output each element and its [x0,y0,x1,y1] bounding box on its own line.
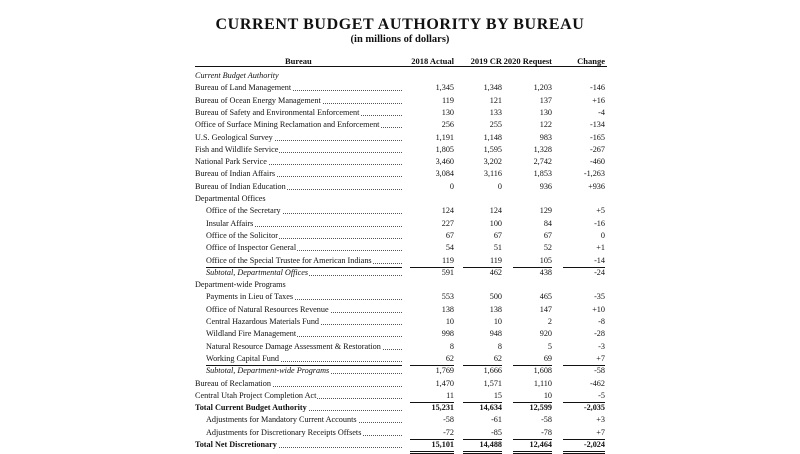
row-label [195,70,402,81]
row-label-text: Payments in Lieu of Taxes [206,292,294,302]
table-row [195,414,610,425]
document-title: CURRENT BUDGET AUTHORITY BY BUREAU [215,16,585,33]
row-label-text: Office of Inspector General [206,243,297,253]
table-row [195,230,610,241]
row-label [195,156,402,167]
cell-change: -2,035 [583,403,605,413]
cell-actual-2018: 227 [441,218,454,228]
row-label [206,304,402,315]
cell-request-2020: 52 [543,243,552,253]
table-row [195,255,610,266]
cell-cr-2019: -85 [491,427,502,437]
cell-actual-2018: 119 [442,255,454,265]
row-label [195,82,402,93]
double-rule [463,451,502,452]
sum-rule [410,267,454,268]
cell-actual-2018: 67 [445,230,454,240]
row-label-text: Adjustments for Discretionary Receipts Offsets [206,427,362,437]
cell-request-2020: -58 [541,415,552,425]
row-label-text: Wildland Fire Management [206,329,297,339]
row-label [206,414,402,425]
cell-request-2020: 920 [539,329,552,339]
cell-cr-2019: 8 [497,341,502,351]
row-label-text: Bureau of Safety and Environmental Enforcement [195,107,360,117]
cell-request-2020: 465 [539,292,552,302]
cell-actual-2018: 1,345 [435,83,454,93]
table-row [195,144,610,155]
row-label-text: Subtotal, Department-wide Programs [206,366,330,376]
sum-rule [463,402,502,403]
row-label-text: Department-wide Programs [195,280,286,290]
cell-actual-2018: 1,191 [435,132,454,142]
row-label [206,230,402,241]
table-row [195,316,610,327]
group-heading-row [195,193,610,204]
cell-request-2020: 137 [539,95,552,105]
cell-change: +16 [592,95,605,105]
table-row [195,218,610,229]
cell-cr-2019: 1,348 [483,83,502,93]
row-label-text: Office of Surface Mining Reclamation and Enforcement [195,120,380,130]
column-header-change: Change [577,56,605,66]
group-heading-row [195,279,610,290]
row-label-text: Bureau of Indian Affairs [195,169,276,179]
cell-cr-2019: 462 [489,267,502,277]
cell-cr-2019: 15 [493,390,502,400]
cell-cr-2019: 100 [489,218,502,228]
row-label-text: Office of the Secretary [206,206,281,216]
cell-change: -2,024 [583,440,605,449]
cell-actual-2018: 591 [441,267,454,277]
cell-change: -146 [589,83,605,93]
table-row [195,378,610,389]
cell-change: +7 [596,353,605,363]
row-label [206,255,402,266]
cell-change: -14 [594,255,605,265]
cell-actual-2018: 10 [445,317,454,326]
sum-rule [410,365,454,366]
table-row [195,328,610,339]
table-row [195,168,610,179]
row-label-text: Current Budget Authority [195,71,279,80]
cell-actual-2018: 998 [441,329,454,339]
double-rule [410,451,454,452]
row-label-text: Natural Resource Damage Assessment & Restoration [206,341,381,351]
cell-request-2020: 1,110 [533,378,552,388]
sum-rule [563,365,605,366]
row-label [195,402,402,413]
cell-change: -4 [598,107,605,117]
cell-change: +1 [596,243,605,253]
row-label [206,365,402,376]
row-label [206,267,402,278]
column-header-2018-actual: 2018 Actual [411,56,454,66]
cell-cr-2019: 121 [489,95,502,105]
cell-cr-2019: 14,634 [479,403,502,413]
cell-actual-2018: 11 [446,390,454,400]
cell-cr-2019: 138 [489,304,502,314]
cell-actual-2018: 15,101 [431,440,454,449]
subtotal-row [195,267,610,278]
row-label [195,95,402,106]
table-row [195,390,610,401]
header-rule [195,66,607,67]
table-row [195,95,610,106]
cell-cr-2019: -61 [491,415,502,425]
table-row [195,304,610,315]
table-row [195,181,610,192]
double-rule [563,451,605,452]
row-label-text: Office of the Solicitor [206,230,278,240]
row-label [206,242,402,253]
table-row [195,242,610,253]
row-label [195,378,402,389]
table-row [195,205,610,216]
cell-cr-2019: 1,666 [483,366,502,376]
sum-rule [513,402,552,403]
cell-change: -24 [594,267,605,277]
sum-rule [410,402,454,403]
table-row [195,427,610,438]
cell-request-2020: 936 [539,181,552,191]
cell-request-2020: 2,742 [533,157,552,167]
row-label [206,328,402,339]
cell-actual-2018: 138 [441,304,454,314]
row-label-text: Adjustments for Mandatory Current Accounts [206,415,357,425]
column-header-2020-request: 2020 Request [503,56,552,66]
sum-rule [463,267,502,268]
sum-rule [463,365,502,366]
cell-change: -8 [598,317,605,326]
double-rule [513,451,552,452]
cell-change: -267 [589,144,605,154]
cell-cr-2019: 67 [493,230,502,240]
row-label-text: U.S. Geological Survey [195,132,273,142]
row-label-text: National Park Service [195,157,267,167]
cell-actual-2018: 553 [441,292,454,302]
cell-cr-2019: 948 [489,329,502,339]
column-header-bureau: Bureau [285,56,312,66]
row-label [195,144,402,155]
cell-change: -462 [589,378,605,388]
cell-change: +10 [592,304,605,314]
sum-rule [563,402,605,403]
cell-cr-2019: 14,488 [479,440,502,449]
table-row [195,82,610,93]
cell-request-2020: 12,599 [529,403,552,413]
row-label-text: Bureau of Land Management [195,83,292,93]
row-label [195,181,402,192]
cell-request-2020: 129 [539,206,552,216]
row-label [195,119,402,130]
cell-request-2020: 5 [547,341,552,351]
cell-change: -16 [594,218,605,228]
row-label-text: Bureau of Reclamation [195,378,271,388]
sum-rule [563,267,605,268]
cell-change: 0 [600,230,605,240]
cell-request-2020: 983 [539,132,552,142]
row-label-text: Office of Natural Resources Revenue [206,304,329,314]
cell-actual-2018: 1,470 [435,378,454,388]
document-subtitle: (in millions of dollars) [350,34,450,45]
cell-request-2020: 1,853 [533,169,552,179]
cell-request-2020: 1,203 [533,83,552,93]
cell-request-2020: 2 [547,317,552,326]
cell-change: +936 [588,181,605,191]
row-label [195,390,402,401]
cell-change: -35 [594,292,605,302]
cell-request-2020: 122 [539,120,552,130]
cell-actual-2018: 3,084 [435,169,454,179]
cell-actual-2018: 119 [442,95,454,105]
table-row [195,353,610,364]
row-label [206,316,402,327]
row-label-text: Total Net Discretionary [195,440,277,449]
cell-cr-2019: 255 [489,120,502,130]
cell-change: -460 [589,157,605,167]
sum-rule [513,267,552,268]
row-label [206,205,402,216]
cell-actual-2018: 15,231 [431,403,454,413]
row-label-text: Total Current Budget Authority [195,403,307,413]
cell-actual-2018: 8 [449,341,454,351]
cell-cr-2019: 3,202 [483,157,502,167]
cell-change: -1,263 [583,169,605,179]
cell-actual-2018: 62 [445,353,454,363]
cell-request-2020: 12,464 [529,440,552,449]
row-label-text: Bureau of Ocean Energy Management [195,95,321,105]
table-row [195,341,610,352]
cell-change: -5 [598,390,605,400]
table-row [195,107,610,118]
subtotal-row [195,365,610,376]
sum-rule [513,365,552,366]
cell-actual-2018: 130 [441,107,454,117]
row-label [195,279,402,290]
row-label [195,439,402,450]
cell-cr-2019: 1,571 [483,378,502,388]
cell-change: -134 [589,120,605,130]
table-row [195,119,610,130]
cell-cr-2019: 3,116 [483,169,502,179]
row-label-text: Working Capital Fund [206,353,280,363]
row-label [195,168,402,179]
row-label-text: Central Utah Project Completion Act [195,390,317,400]
cell-cr-2019: 51 [493,243,502,253]
cell-request-2020: 105 [539,255,552,265]
cell-change: +3 [596,415,605,425]
cell-actual-2018: 256 [441,120,454,130]
cell-request-2020: 84 [543,218,552,228]
table-row [195,132,610,143]
cell-cr-2019: 1,595 [483,144,502,154]
cell-request-2020: -78 [541,427,552,437]
cell-actual-2018: 54 [445,243,454,253]
cell-cr-2019: 500 [489,292,502,302]
cell-change: +5 [596,206,605,216]
cell-change: -3 [598,341,605,351]
cell-request-2020: 438 [539,267,552,277]
total-row [195,402,610,413]
row-label [195,193,402,204]
row-label-text: Subtotal, Departmental Offices [206,267,309,277]
row-label-text: Office of the Special Trustee for American Indians [206,255,372,265]
row-label-text: Fish and Wildlife Service [195,144,279,154]
cell-actual-2018: -58 [443,415,454,425]
sum-rule [513,439,552,440]
cell-cr-2019: 10 [493,317,502,326]
row-label-text: Bureau of Indian Education [195,181,286,191]
sum-rule [463,439,502,440]
cell-cr-2019: 62 [493,353,502,363]
cell-actual-2018: 3,460 [435,157,454,167]
cell-cr-2019: 1,148 [483,132,502,142]
sum-rule [563,439,605,440]
cell-cr-2019: 133 [489,107,502,117]
cell-request-2020: 10 [543,390,552,400]
table-row [195,291,610,302]
section-heading-row [195,70,610,81]
cell-change: +7 [596,427,605,437]
cell-request-2020: 69 [543,353,552,363]
cell-cr-2019: 0 [497,181,502,191]
cell-actual-2018: 0 [449,181,454,191]
cell-actual-2018: 1,769 [435,366,454,376]
row-label-text: Departmental Offices [195,194,266,203]
cell-actual-2018: 1,805 [435,144,454,154]
row-label-text: Central Hazardous Materials Fund [206,317,320,326]
cell-actual-2018: 124 [441,206,454,216]
row-label-text: Insular Affairs [206,218,254,228]
cell-change: -28 [594,329,605,339]
row-label [206,341,402,352]
cell-actual-2018: -72 [443,427,454,437]
row-label [206,291,402,302]
cell-request-2020: 1,328 [533,144,552,154]
row-label [206,353,402,364]
row-label [206,218,402,229]
cell-request-2020: 147 [539,304,552,314]
cell-request-2020: 130 [539,107,552,117]
row-label [195,107,402,118]
cell-change: -165 [589,132,605,142]
table-row [195,156,610,167]
cell-request-2020: 67 [543,230,552,240]
sum-rule [410,439,454,440]
cell-request-2020: 1,608 [533,366,552,376]
total-row [195,439,610,450]
cell-cr-2019: 119 [490,255,502,265]
column-header-2019-cr: 2019 CR [470,56,502,66]
cell-change: -58 [594,366,605,376]
row-label [206,427,402,438]
row-label [195,132,402,143]
cell-cr-2019: 124 [489,206,502,216]
